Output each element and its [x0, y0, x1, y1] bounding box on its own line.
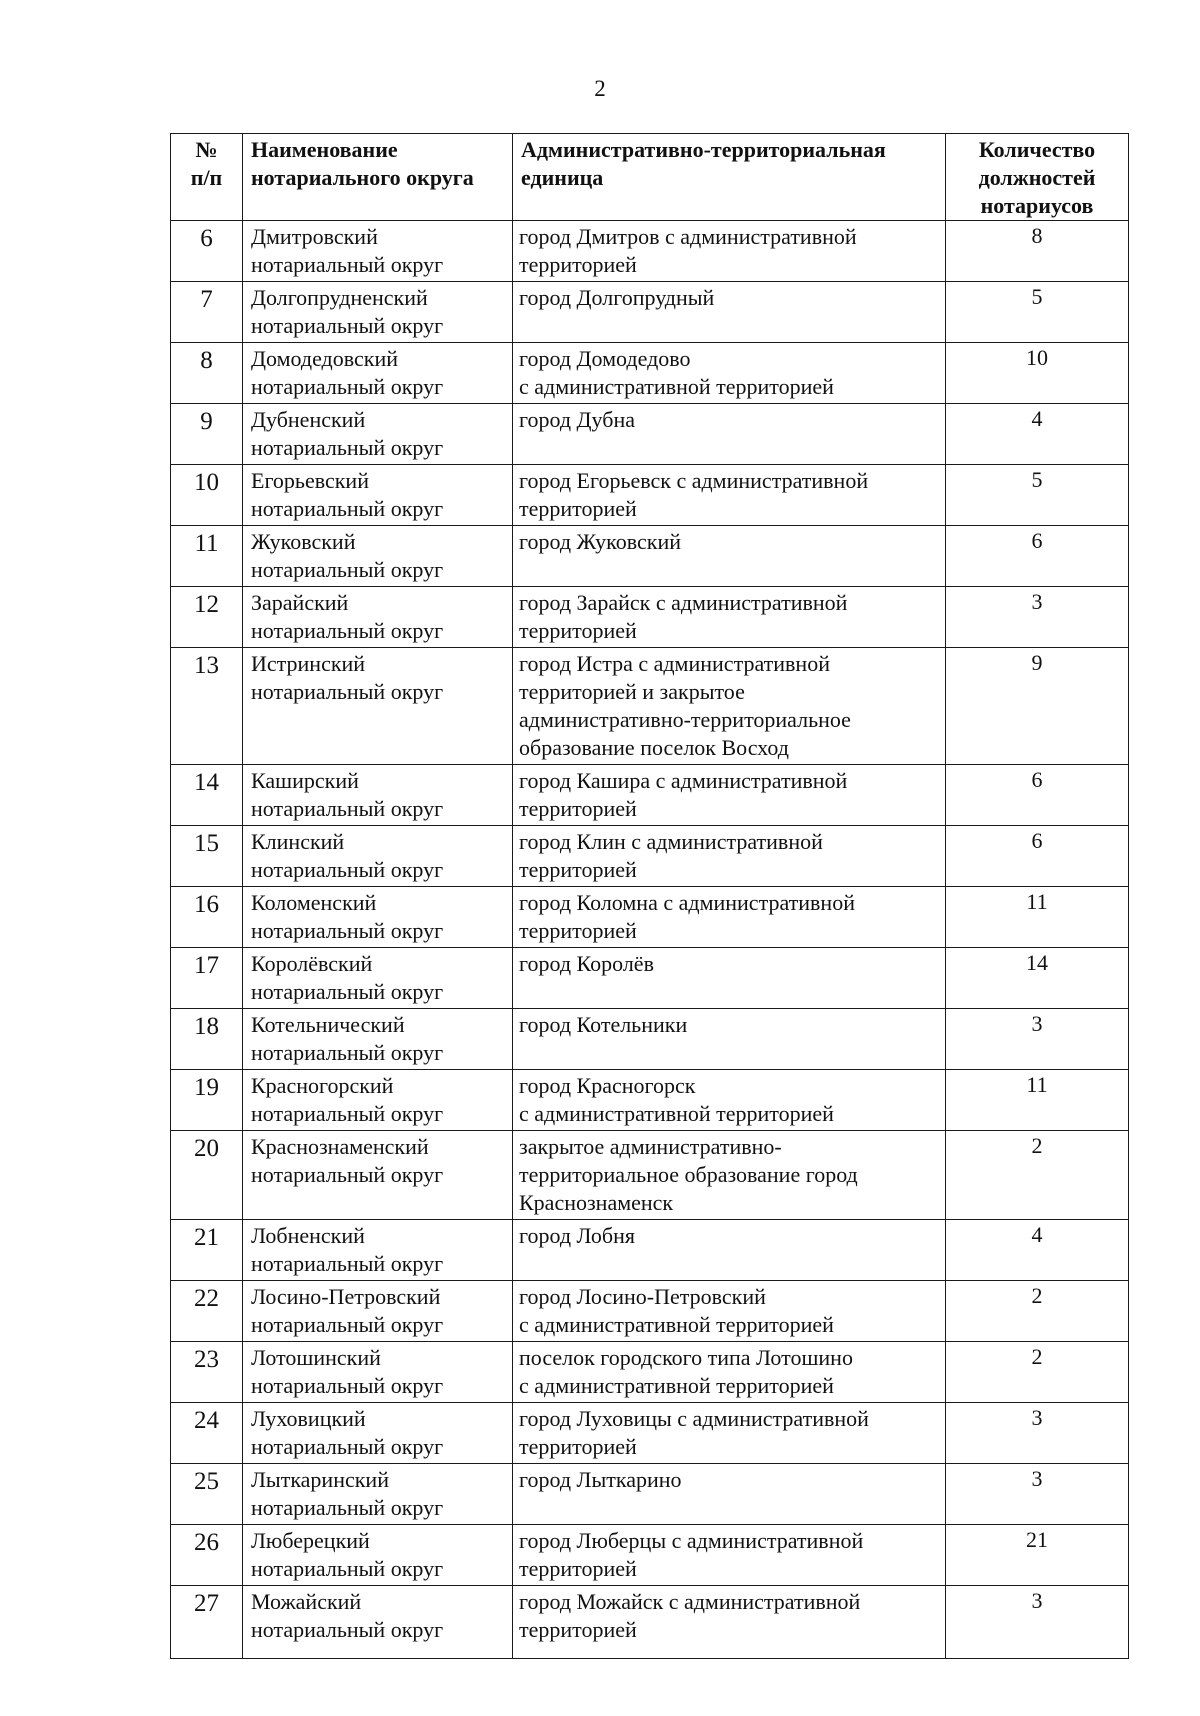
admin-unit	[513, 404, 946, 465]
admin-unit-line: город Жуковский	[519, 529, 682, 554]
notary-count: 5	[946, 282, 1129, 343]
district-name	[243, 587, 513, 648]
district-name-line: Каширский	[251, 768, 359, 793]
admin-unit	[513, 948, 946, 1009]
header-line: нотариального округа	[251, 165, 474, 190]
notary-count: 6	[946, 765, 1129, 826]
row-number: 7	[171, 282, 243, 343]
table-row	[171, 1220, 1129, 1281]
header-line: нотариусов	[980, 193, 1094, 218]
district-name-line: Жуковский	[251, 529, 356, 554]
admin-unit-line: с административной территорией	[519, 374, 834, 399]
notary-count: 3	[946, 587, 1129, 648]
admin-unit-line: город Коломна с административной	[519, 890, 855, 915]
admin-unit-line: город Люберцы с административной	[519, 1528, 864, 1553]
district-name	[243, 648, 513, 765]
district-name	[243, 1220, 513, 1281]
district-name-line: нотариальный округ	[251, 1040, 444, 1065]
admin-unit-line: город Зарайск с административной	[519, 590, 848, 615]
table-header-row	[171, 134, 1129, 221]
table-row	[171, 465, 1129, 526]
district-name-line: Лобненский	[251, 1223, 365, 1248]
district-name-line: Дубненский	[251, 407, 366, 432]
row-number: 12	[171, 587, 243, 648]
table-row	[171, 948, 1129, 1009]
district-name-line: нотариальный округ	[251, 618, 444, 643]
district-name-line: Егорьевский	[251, 468, 369, 493]
district-name-line: нотариальный округ	[251, 979, 444, 1004]
district-name	[243, 1131, 513, 1220]
admin-unit	[513, 1525, 946, 1586]
district-name-line: Дмитровский	[251, 224, 378, 249]
district-name-line: Долгопрудненский	[251, 285, 428, 310]
admin-unit	[513, 1586, 946, 1659]
admin-unit	[513, 1342, 946, 1403]
district-name	[243, 1070, 513, 1131]
admin-unit	[513, 465, 946, 526]
notary-count: 9	[946, 648, 1129, 765]
row-number: 14	[171, 765, 243, 826]
district-name-line: нотариальный округ	[251, 918, 444, 943]
notary-count: 5	[946, 465, 1129, 526]
admin-unit-line: город Лыткарино	[519, 1467, 682, 1492]
district-name-line: Красногорский	[251, 1073, 394, 1098]
table-row	[171, 1342, 1129, 1403]
row-number: 17	[171, 948, 243, 1009]
notary-count: 3	[946, 1586, 1129, 1659]
district-name-line: Домодедовский	[251, 346, 398, 371]
notary-count: 10	[946, 343, 1129, 404]
admin-unit-line: с административной территорией	[519, 1373, 834, 1398]
header-line: единица	[521, 165, 604, 190]
table-row	[171, 1281, 1129, 1342]
district-name-line: Королёвский	[251, 951, 373, 976]
district-name-line: нотариальный округ	[251, 796, 444, 821]
admin-unit-line: территорией	[519, 1617, 637, 1642]
row-number: 22	[171, 1281, 243, 1342]
table-row	[171, 526, 1129, 587]
header-line: Административно-территориальная	[521, 137, 886, 162]
district-name-line: Луховицкий	[251, 1406, 366, 1431]
notary-count: 3	[946, 1464, 1129, 1525]
admin-unit-line: территорией	[519, 252, 637, 277]
admin-unit-line: город Котельники	[519, 1012, 688, 1037]
admin-unit-line: город Кашира с административной	[519, 768, 848, 793]
admin-unit-line: город Истра с административной	[519, 651, 830, 676]
notary-count: 11	[946, 887, 1129, 948]
table-row	[171, 1586, 1129, 1659]
admin-unit-line: территорией и закрытое	[519, 679, 745, 704]
district-name-line: нотариальный округ	[251, 1434, 444, 1459]
admin-unit	[513, 282, 946, 343]
admin-unit-line: город Лобня	[519, 1223, 635, 1248]
admin-unit-line: территорией	[519, 1556, 637, 1581]
admin-unit-line: поселок городского типа Лотошино	[519, 1345, 853, 1370]
row-number: 13	[171, 648, 243, 765]
admin-unit-line: город Красногорск	[519, 1073, 696, 1098]
district-name	[243, 765, 513, 826]
district-name-line: нотариальный округ	[251, 857, 444, 882]
table-row	[171, 826, 1129, 887]
row-number: 21	[171, 1220, 243, 1281]
header-district-name	[243, 134, 513, 221]
admin-unit-line: образование поселок Восход	[519, 735, 789, 760]
district-name	[243, 282, 513, 343]
district-name	[243, 404, 513, 465]
district-name	[243, 1403, 513, 1464]
district-name	[243, 526, 513, 587]
row-number: 6	[171, 221, 243, 282]
district-name-line: Лотошинский	[251, 1345, 381, 1370]
admin-unit	[513, 887, 946, 948]
district-name-line: нотариальный округ	[251, 679, 444, 704]
notary-count: 4	[946, 404, 1129, 465]
notary-count: 11	[946, 1070, 1129, 1131]
table-row	[171, 404, 1129, 465]
admin-unit	[513, 826, 946, 887]
notary-count: 3	[946, 1009, 1129, 1070]
admin-unit-line: город Королёв	[519, 951, 654, 976]
notary-count: 2	[946, 1342, 1129, 1403]
district-name-line: нотариальный округ	[251, 1373, 444, 1398]
header-admin-unit	[513, 134, 946, 221]
table-body	[171, 221, 1129, 1659]
admin-unit	[513, 526, 946, 587]
admin-unit-line: территорией	[519, 618, 637, 643]
notary-count: 21	[946, 1525, 1129, 1586]
table-row	[171, 1070, 1129, 1131]
admin-unit	[513, 648, 946, 765]
table-row	[171, 282, 1129, 343]
district-name	[243, 1525, 513, 1586]
admin-unit	[513, 1281, 946, 1342]
district-name	[243, 1464, 513, 1525]
row-number: 15	[171, 826, 243, 887]
row-number: 8	[171, 343, 243, 404]
table-row	[171, 587, 1129, 648]
admin-unit-line: город Луховицы с административной	[519, 1406, 869, 1431]
table-row	[171, 221, 1129, 282]
admin-unit	[513, 1070, 946, 1131]
row-number: 11	[171, 526, 243, 587]
district-name-line: Коломенский	[251, 890, 377, 915]
district-name	[243, 887, 513, 948]
table-row	[171, 1403, 1129, 1464]
notary-count: 6	[946, 826, 1129, 887]
district-name	[243, 1586, 513, 1659]
district-name-line: нотариальный округ	[251, 313, 444, 338]
district-name-line: Люберецкий	[251, 1528, 370, 1553]
row-number: 27	[171, 1586, 243, 1659]
district-name-line: Лыткаринский	[251, 1467, 389, 1492]
admin-unit-line: город Долгопрудный	[519, 285, 715, 310]
header-notary-count	[946, 134, 1129, 221]
district-name-line: Котельнический	[251, 1012, 405, 1037]
district-name-line: нотариальный округ	[251, 1251, 444, 1276]
row-number: 10	[171, 465, 243, 526]
admin-unit-line: закрытое административно-	[519, 1134, 782, 1159]
notary-count: 2	[946, 1281, 1129, 1342]
admin-unit	[513, 1403, 946, 1464]
district-name-line: Лосино-Петровский	[251, 1284, 441, 1309]
table-row	[171, 1131, 1129, 1220]
notary-count: 2	[946, 1131, 1129, 1220]
admin-unit-line: территориальное образование город	[519, 1162, 858, 1187]
notary-count: 4	[946, 1220, 1129, 1281]
district-name	[243, 826, 513, 887]
admin-unit	[513, 1009, 946, 1070]
district-name-line: Краснознаменский	[251, 1134, 429, 1159]
admin-unit	[513, 765, 946, 826]
admin-unit	[513, 221, 946, 282]
admin-unit-line: территорией	[519, 857, 637, 882]
district-name-line: Истринский	[251, 651, 366, 676]
district-name	[243, 221, 513, 282]
district-name-line: нотариальный округ	[251, 435, 444, 460]
admin-unit	[513, 587, 946, 648]
table-row	[171, 1009, 1129, 1070]
row-number: 18	[171, 1009, 243, 1070]
district-name-line: нотариальный округ	[251, 1312, 444, 1337]
district-name-line: нотариальный округ	[251, 1556, 444, 1581]
admin-unit-line: город Клин с административной	[519, 829, 823, 854]
district-name-line: Зарайский	[251, 590, 349, 615]
admin-unit	[513, 343, 946, 404]
admin-unit-line: город Домодедово	[519, 346, 691, 371]
row-number: 9	[171, 404, 243, 465]
row-number: 19	[171, 1070, 243, 1131]
district-name-line: нотариальный округ	[251, 1617, 444, 1642]
admin-unit-line: территорией	[519, 1434, 637, 1459]
table-row	[171, 1525, 1129, 1586]
table-row	[171, 343, 1129, 404]
district-name-line: Можайский	[251, 1589, 362, 1614]
admin-unit	[513, 1220, 946, 1281]
table-row	[171, 887, 1129, 948]
row-number: 26	[171, 1525, 243, 1586]
notary-districts-table	[170, 133, 1129, 1659]
district-name-line: Клинский	[251, 829, 345, 854]
row-number: 16	[171, 887, 243, 948]
row-number: 23	[171, 1342, 243, 1403]
admin-unit-line: город Лосино-Петровский	[519, 1284, 766, 1309]
row-number: 25	[171, 1464, 243, 1525]
notary-count: 14	[946, 948, 1129, 1009]
district-name	[243, 948, 513, 1009]
district-name-line: нотариальный округ	[251, 1162, 444, 1187]
admin-unit-line: город Дмитров с административной	[519, 224, 857, 249]
row-number: 24	[171, 1403, 243, 1464]
notary-count: 6	[946, 526, 1129, 587]
row-number: 20	[171, 1131, 243, 1220]
district-name	[243, 465, 513, 526]
header-line: Количество	[978, 137, 1096, 162]
admin-unit-line: с административной территорией	[519, 1101, 834, 1126]
admin-unit	[513, 1464, 946, 1525]
admin-unit-line: территорией	[519, 918, 637, 943]
admin-unit-line: административно-территориальное	[519, 707, 851, 732]
district-name-line: нотариальный округ	[251, 252, 444, 277]
notary-count: 8	[946, 221, 1129, 282]
table-row	[171, 1464, 1129, 1525]
admin-unit	[513, 1131, 946, 1220]
district-name	[243, 1281, 513, 1342]
admin-unit-line: территорией	[519, 796, 637, 821]
district-name	[243, 343, 513, 404]
notary-count: 3	[946, 1403, 1129, 1464]
admin-unit-line: территорией	[519, 496, 637, 521]
header-line: п/п	[190, 165, 223, 190]
admin-unit-line: город Дубна	[519, 407, 635, 432]
header-line: №	[195, 137, 218, 162]
district-name-line: нотариальный округ	[251, 496, 444, 521]
header-number	[171, 134, 243, 221]
admin-unit-line: город Егорьевск с административной	[519, 468, 869, 493]
district-name	[243, 1342, 513, 1403]
district-name-line: нотариальный округ	[251, 374, 444, 399]
admin-unit-line: Краснознаменск	[519, 1190, 674, 1215]
district-name-line: нотариальный округ	[251, 1101, 444, 1126]
table-row	[171, 765, 1129, 826]
district-name-line: нотариальный округ	[251, 557, 444, 582]
admin-unit-line: с административной территорией	[519, 1312, 834, 1337]
table-row	[171, 648, 1129, 765]
district-name	[243, 1009, 513, 1070]
header-line: Наименование	[251, 137, 398, 162]
district-name-line: нотариальный округ	[251, 1495, 444, 1520]
page-number: 2	[594, 76, 606, 101]
header-line: должностей	[978, 165, 1096, 190]
admin-unit-line: город Можайск с административной	[519, 1589, 861, 1614]
